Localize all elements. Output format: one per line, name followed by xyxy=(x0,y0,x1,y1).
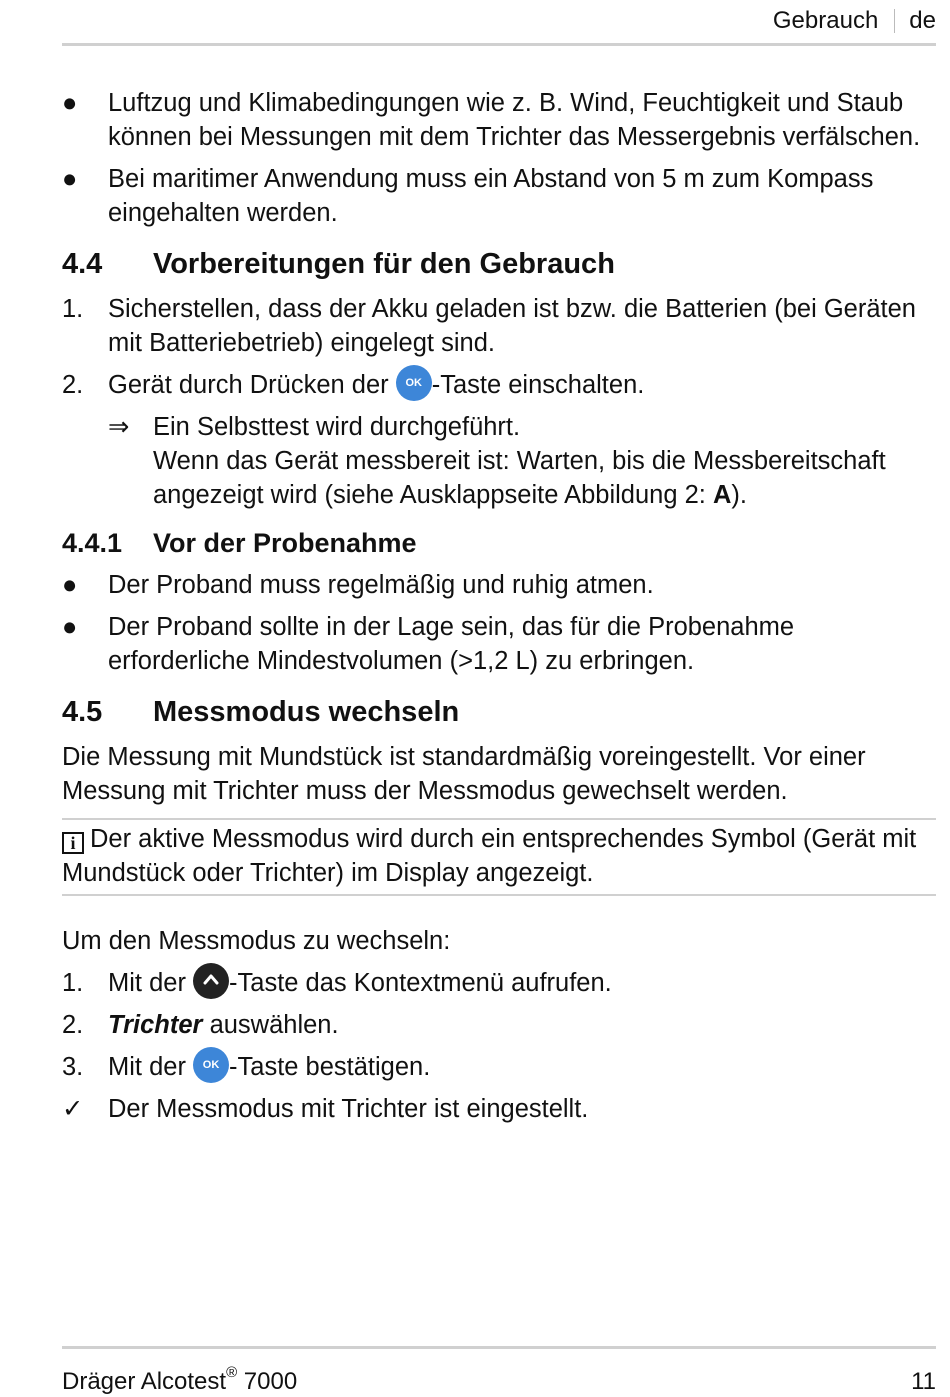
step-number: 1. xyxy=(62,969,84,997)
result-text: Ein Selbsttest wird durchgeführt. Wenn das Gerät messbereit ist: Warten, bis die Messbereitschaft angezeigt wird (siehe Ausklappseite Abbildung 2: A). xyxy=(153,413,886,509)
section-title: Vorbereitungen für den Gebrauch xyxy=(153,248,615,280)
bullet-marker: ● xyxy=(62,165,78,193)
section-number: 4.4.1 xyxy=(62,528,123,558)
page-footer xyxy=(62,1346,936,1394)
step-text: Sicherstellen, dass der Akku geladen ist bzw. die Batterien (bei Geräten mit Batteriebetrieb) eingelegt sind. xyxy=(108,295,916,357)
result-arrow-icon: ⇒ xyxy=(108,413,130,441)
result-item xyxy=(108,410,936,512)
page-number: 11 xyxy=(911,1368,936,1395)
step-text: Gerät durch Drücken der OK -Taste einschalten. xyxy=(108,368,936,402)
bullet-text: Bei maritimer Anwendung muss ein Abstand von 5 m zum Kompass eingehalten werden. xyxy=(108,165,874,227)
step-item xyxy=(62,1050,936,1084)
list-item xyxy=(62,86,936,154)
bullet-marker: ● xyxy=(62,571,78,599)
step-number: 3. xyxy=(62,1053,84,1081)
bullet-text: Der Proband sollte in der Lage sein, das für die Probenahme erforderliche Mindestvolumen (>1,2 L) zu erbringen. xyxy=(108,613,795,675)
list-item xyxy=(62,162,936,230)
section-number: 4.5 xyxy=(62,696,103,728)
step-item xyxy=(62,368,936,402)
section-number: 4.4 xyxy=(62,248,103,280)
info-icon: i xyxy=(62,832,84,854)
chevron-up-key-icon xyxy=(193,963,229,999)
bullet-text: Der Proband muss regelmäßig und ruhig atmen. xyxy=(108,571,654,599)
section-heading-4-5 xyxy=(62,694,936,730)
header-breadcrumb xyxy=(773,6,936,36)
step-number: 2. xyxy=(62,1011,84,1039)
page-content xyxy=(62,86,936,1134)
step-number: 2. xyxy=(62,371,84,399)
checkmark-icon: ✓ xyxy=(62,1095,84,1123)
header-language: de xyxy=(909,7,936,34)
bullet-marker: ● xyxy=(62,613,78,641)
bullet-marker: ● xyxy=(62,89,78,117)
step-number: 1. xyxy=(62,295,84,323)
step-item xyxy=(62,1008,936,1042)
step-text: Trichter auswählen. xyxy=(108,1011,339,1039)
footer-product: Dräger Alcotest® 7000 xyxy=(62,1364,298,1395)
section-paragraph: Die Messung mit Mundstück ist standardmäßig voreingestellt. Vor einer Messung mit Trichter muss der Messmodus gewechselt werden. xyxy=(62,743,866,805)
result-text: Der Messmodus mit Trichter ist eingestellt. xyxy=(108,1095,589,1123)
list-item xyxy=(62,610,936,678)
info-note xyxy=(62,818,936,896)
note-text: Der aktive Messmodus wird durch ein entsprechendes Symbol (Gerät mit Mundstück oder Trichter) im Display angezeigt. xyxy=(62,825,917,887)
section-heading-4-4 xyxy=(62,246,936,282)
bullet-text: Luftzug und Klimabedingungen wie z. B. Wind, Feuchtigkeit und Staub können bei Messungen mit dem Trichter das Messergebnis verfälschen. xyxy=(108,89,921,151)
section-title: Messmodus wechseln xyxy=(153,696,460,728)
step-item xyxy=(62,966,936,1000)
step-item xyxy=(62,292,936,360)
step-text: Mit der -Taste das Kontextmenü aufrufen. xyxy=(108,966,936,1000)
result-item xyxy=(62,1092,936,1126)
section-title: Vor der Probenahme xyxy=(153,528,417,558)
section-heading-4-4-1 xyxy=(62,526,936,560)
header-divider xyxy=(894,9,895,33)
ok-key-icon: OK xyxy=(193,1047,229,1083)
ok-key-icon: OK xyxy=(396,365,432,401)
instruction-lead: Um den Messmodus zu wechseln: xyxy=(62,927,451,955)
header-section: Gebrauch xyxy=(772,7,879,34)
list-item xyxy=(62,568,936,602)
page-header xyxy=(62,0,936,46)
step-text: Mit der OK -Taste bestätigen. xyxy=(108,1050,936,1084)
